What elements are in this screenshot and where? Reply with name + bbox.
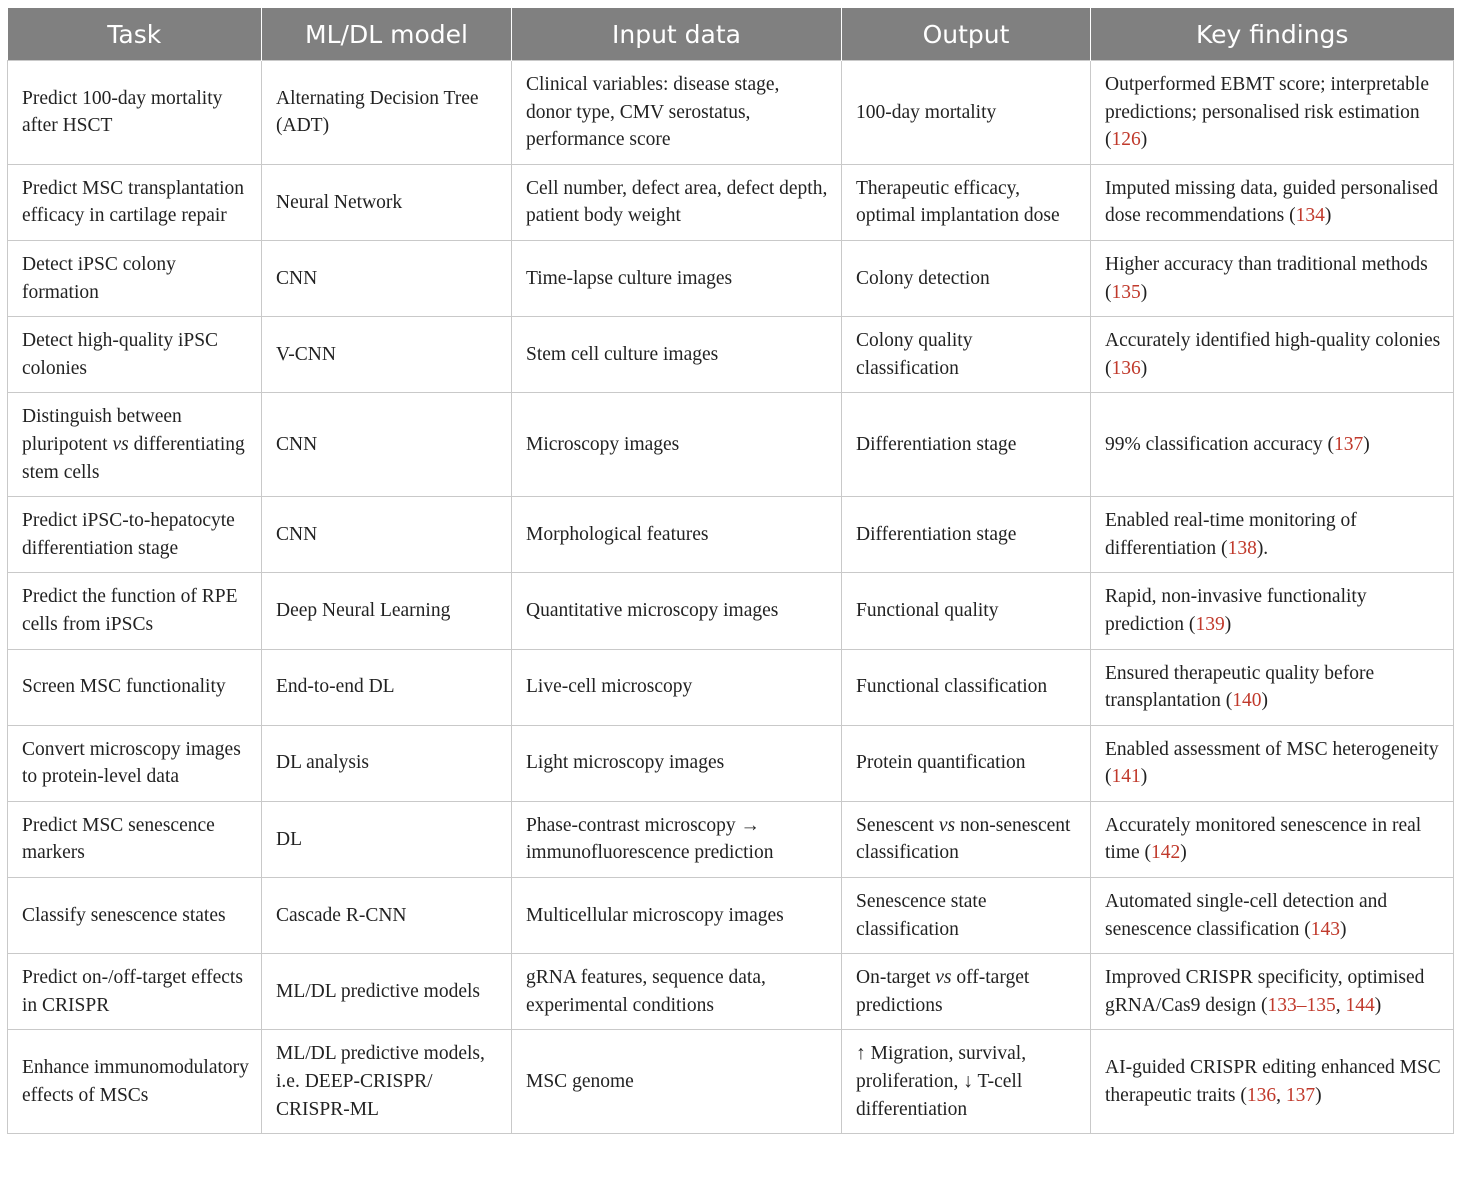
cell-model [262,497,512,573]
cell-task [8,393,262,497]
findings-text: AI-guided CRISPR editing enhanced MSC therapeutic traits ( [1105,1057,1441,1106]
task-text: Screen MSC functionality [22,676,226,698]
cell-output [842,725,1091,801]
findings-text: 99% classification accuracy ( [1105,433,1335,455]
findings-text: Ensured therapeutic quality before transplantation ( [1105,662,1375,712]
cell-output [842,61,1091,165]
table-container [7,8,1453,1134]
cell-findings [1091,497,1454,573]
findings-text-end: ) [1324,205,1332,227]
table-header [8,8,1454,61]
findings-text: Higher accuracy than traditional methods ( [1105,253,1428,303]
reference-link[interactable]: 138 [1227,537,1257,559]
cell-output [842,1030,1091,1134]
model-text: ML/DL predictive models [276,981,480,1003]
input-text: Multicellular microscopy images [526,904,784,926]
cell-task [8,725,262,801]
output-text-italic: vs [935,967,952,989]
model-text: CNN [276,523,318,545]
findings-text-end: ) [1315,1084,1322,1106]
cell-output [842,393,1091,497]
cell-model [262,878,512,954]
findings-text-end: ). [1256,537,1269,559]
input-text: Phase-contrast microscopy → immunofluorescence prediction [526,814,774,864]
cell-findings [1091,878,1454,954]
table-row [8,573,1454,649]
cell-findings [1091,164,1454,240]
cell-task [8,317,262,393]
reference-link[interactable]: 141 [1111,766,1141,788]
table-row [8,393,1454,497]
output-text: Colony detection [856,267,990,289]
header-row [8,8,1454,61]
cell-task [8,649,262,725]
header-model: ML/DL model [262,8,512,61]
findings-text: Accurately monitored senescence in real time ( [1105,814,1422,864]
input-text: Cell number, defect area, defect depth, patient body weight [526,177,828,227]
findings-text: Imputed missing data, guided personalised dose recommendations ( [1105,177,1439,227]
input-text: MSC genome [526,1071,634,1093]
cell-model [262,801,512,877]
reference-link[interactable]: 144 [1345,994,1375,1016]
model-text: Cascade R-CNN [276,904,407,926]
cell-task [8,240,262,316]
header-task: Task [8,8,262,61]
task-text: Predict iPSC-to-hepatocyte differentiation stage [22,510,235,559]
cell-task [8,164,262,240]
cell-input [512,649,842,725]
reference-link[interactable]: 134 [1295,205,1325,227]
findings-text-end: ) [1140,766,1148,788]
ml-models-table [7,8,1454,1134]
cell-findings [1091,801,1454,877]
findings-text: Automated single-cell detection and senescence classification ( [1105,891,1388,940]
table-row [8,61,1454,165]
table-row [8,878,1454,954]
input-text: gRNA features, sequence data, experimental conditions [526,967,766,1016]
task-text: Convert microscopy images to protein-level data [22,738,241,788]
table-row [8,164,1454,240]
cell-input [512,61,842,165]
cell-findings [1091,954,1454,1030]
output-text: ↑ Migration, survival, proliferation, ↓ T-cell differentiation [856,1043,1027,1120]
cell-input [512,164,842,240]
reference-link[interactable]: 126 [1111,129,1141,151]
table-row [8,954,1454,1030]
cell-output [842,317,1091,393]
cell-model [262,393,512,497]
input-text: Microscopy images [526,433,680,455]
input-text: Live-cell microscopy [526,676,693,698]
reference-link[interactable]: 135 [1111,281,1141,303]
table-row [8,649,1454,725]
cell-output [842,240,1091,316]
reference-link[interactable]: 136 [1111,357,1141,379]
task-text: Enhance immunomodulatory effects of MSCs [22,1057,249,1106]
input-text: Light microscopy images [526,752,725,774]
task-text: Classify senescence states [22,904,226,926]
header-findings: Key findings [1091,8,1454,61]
cell-input [512,1030,842,1134]
output-text: Protein quantification [856,752,1026,774]
cell-input [512,878,842,954]
model-text: V-CNN [276,343,336,365]
cell-findings [1091,1030,1454,1134]
cell-model [262,164,512,240]
table-row [8,801,1454,877]
findings-text-end: ) [1374,994,1382,1016]
cell-input [512,954,842,1030]
findings-text: Enabled assessment of MSC heterogeneity ( [1105,738,1439,788]
reference-link[interactable]: 137 [1334,433,1364,455]
cell-output [842,878,1091,954]
cell-output [842,497,1091,573]
findings-text-end: ) [1180,842,1187,864]
cell-output [842,649,1091,725]
cell-input [512,393,842,497]
input-text: Stem cell culture images [526,343,719,365]
task-text: Predict 100-day mortality after HSCT [22,87,223,137]
model-text: DL [276,828,302,850]
cell-model [262,649,512,725]
output-text: non-senescent classification [856,814,1071,864]
cell-model [262,61,512,165]
table-row [8,317,1454,393]
findings-text: Accurately identified high-quality colonies ( [1105,330,1441,379]
task-text: Predict on-/off-target effects in CRISPR [22,967,243,1016]
reference-link[interactable]: 142 [1151,842,1181,864]
reference-link[interactable]: 143 [1310,918,1340,940]
table-row [8,1030,1454,1134]
cell-findings [1091,393,1454,497]
cell-output [842,573,1091,649]
output-text: Functional classification [856,676,1048,698]
model-text: Deep Neural Learning [276,600,451,622]
model-text: CNN [276,267,318,289]
output-text: Senescence state classification [856,891,987,940]
task-text: differentiating stem cells [22,433,245,483]
cell-model [262,1030,512,1134]
reference-link[interactable]: 133–135 [1267,994,1336,1016]
task-text: Detect iPSC colony formation [22,253,176,303]
reference-link[interactable]: 140 [1232,690,1262,712]
reference-link[interactable]: 136 [1246,1084,1277,1106]
cell-model [262,573,512,649]
cell-input [512,801,842,877]
findings-text-end: ) [1224,613,1232,635]
model-text: ML/DL predictive models, i.e. DEEP-CRISPR/ CRISPR-ML [276,1043,485,1120]
task-text: Detect high-quality iPSC colonies [22,330,219,379]
cell-input [512,497,842,573]
cell-findings [1091,61,1454,165]
input-text: Morphological features [526,523,709,545]
findings-text: Improved CRISPR specificity, optimised gRNA/Cas9 design ( [1105,967,1425,1016]
output-text: 100-day mortality [856,101,997,123]
output-text: Differentiation stage [856,523,1017,545]
findings-text-end: ) [1140,357,1148,379]
table-row [8,240,1454,316]
cell-task [8,61,262,165]
input-text: Quantitative microscopy images [526,600,779,622]
cell-task [8,801,262,877]
model-text: End-to-end DL [276,676,395,698]
ref-separator: , [1335,994,1346,1016]
findings-text: Outperformed EBMT score; interpretable predictions; personalised risk estimation ( [1105,74,1429,151]
output-text: On-target [856,967,936,989]
cell-output [842,801,1091,877]
cell-findings [1091,573,1454,649]
findings-text-end: ) [1363,433,1370,455]
findings-text-end: ) [1339,918,1347,940]
output-text: Colony quality classification [856,330,973,379]
input-text: Time-lapse culture images [526,267,733,289]
findings-text-end: ) [1140,129,1148,151]
findings-text-end: ) [1140,281,1148,303]
task-text-italic: vs [112,433,129,455]
output-text: Functional quality [856,600,999,622]
model-text: Alternating Decision Tree (ADT) [276,87,479,137]
cell-findings [1091,649,1454,725]
header-output: Output [842,8,1091,61]
model-text: DL analysis [276,752,369,774]
output-text: off-target predictions [856,967,1030,1016]
task-text: Predict MSC senescence markers [22,814,215,864]
cell-findings [1091,317,1454,393]
cell-input [512,317,842,393]
cell-task [8,954,262,1030]
model-text: CNN [276,433,318,455]
cell-input [512,240,842,316]
cell-output [842,164,1091,240]
cell-input [512,725,842,801]
table-row [8,725,1454,801]
findings-text: Enabled real-time monitoring of differentiation ( [1105,510,1357,559]
cell-task [8,878,262,954]
cell-findings [1091,240,1454,316]
table-row [8,497,1454,573]
cell-task [8,497,262,573]
model-text: Neural Network [276,191,403,213]
task-text: Predict MSC transplantation efficacy in cartilage repair [22,177,245,227]
cell-model [262,725,512,801]
cell-task [8,1030,262,1134]
findings-text: Rapid, non-invasive functionality prediction ( [1105,586,1367,635]
cell-model [262,954,512,1030]
cell-findings [1091,725,1454,801]
task-text: Predict the function of RPE cells from iPSCs [22,586,238,635]
cell-output [842,954,1091,1030]
output-text-italic: vs [938,814,956,836]
table-body [8,61,1454,1134]
input-text: Clinical variables: disease stage, donor type, CMV serostatus, performance score [526,74,780,151]
cell-model [262,317,512,393]
output-text: Senescent [856,814,939,836]
output-text: Therapeutic efficacy, optimal implantation dose [856,177,1060,227]
cell-task [8,573,262,649]
task-text: Distinguish between pluripotent [22,406,182,455]
cell-input [512,573,842,649]
reference-link[interactable]: 137 [1285,1084,1316,1106]
cell-model [262,240,512,316]
header-input: Input data [512,8,842,61]
findings-text-end: ) [1261,690,1269,712]
reference-link[interactable]: 139 [1195,613,1225,635]
output-text: Differentiation stage [856,433,1017,455]
ref-separator: , [1276,1084,1286,1106]
